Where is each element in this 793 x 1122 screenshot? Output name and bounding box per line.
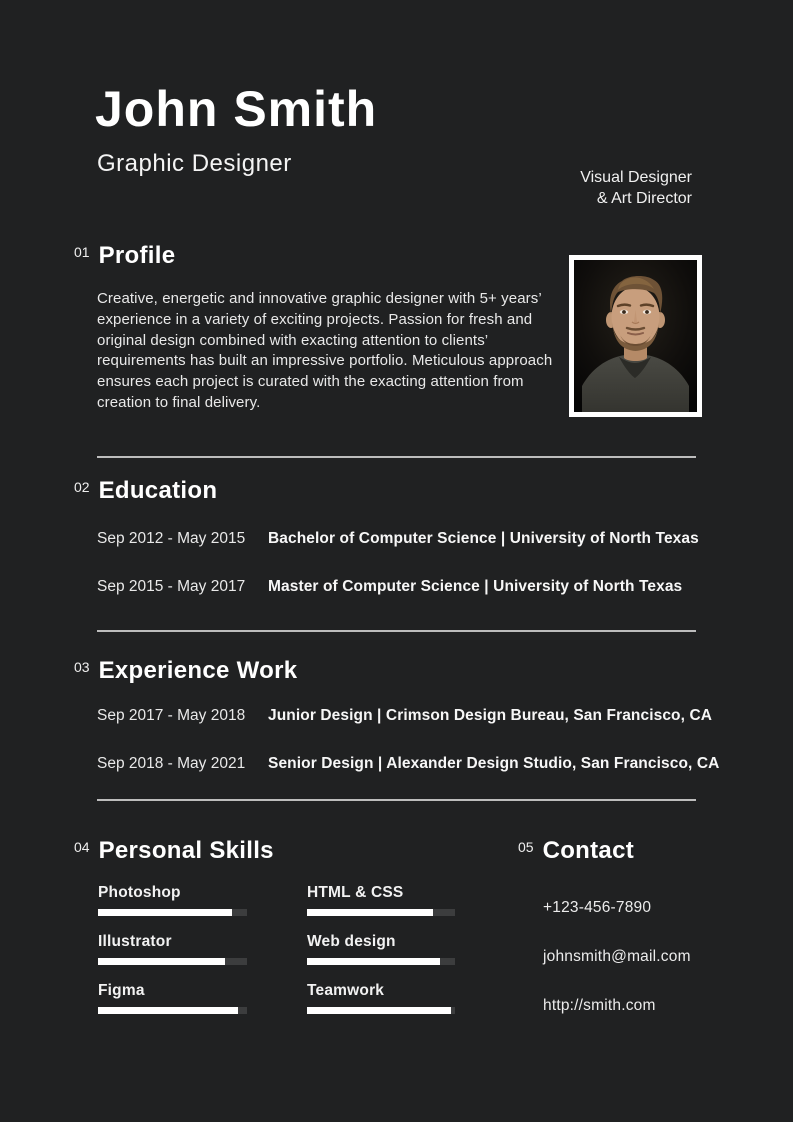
profile-photo — [569, 255, 702, 417]
education-section-heading — [74, 478, 217, 503]
education-dates: Sep 2015 - May 2017 — [97, 578, 246, 595]
divider — [97, 630, 696, 632]
skill-progress-fill — [98, 909, 232, 916]
contact-section-heading — [518, 838, 634, 863]
divider — [97, 799, 696, 801]
education-row — [97, 577, 699, 597]
skill-progress-fill — [98, 958, 225, 965]
page-title: John Smith — [95, 81, 378, 137]
contact-section-number: 05 — [518, 839, 534, 855]
experience-dates: Sep 2018 - May 2021 — [97, 755, 246, 772]
tagline — [580, 167, 692, 209]
skill-label: Teamwork — [307, 982, 385, 999]
experience-detail: Senior Design | Alexander Design Studio, San Francisco, CA — [268, 755, 720, 772]
education-detail: Master of Computer Science | University of North Texas — [268, 578, 683, 595]
experience-section-heading — [74, 658, 297, 683]
experience-section-number: 03 — [74, 659, 90, 675]
skills-section-number: 04 — [74, 839, 90, 855]
education-list — [97, 529, 699, 625]
skill-label: HTML & CSS — [307, 884, 404, 901]
experience-section-title: Experience Work — [98, 657, 298, 684]
skill-progress-fill — [307, 909, 433, 916]
tagline-line2: & Art Director — [596, 190, 692, 207]
skills-section-title: Personal Skills — [98, 837, 274, 864]
skill-progress-track — [307, 1007, 455, 1014]
skill-item — [307, 933, 455, 965]
skill-item — [98, 884, 247, 916]
skill-label: Photoshop — [98, 884, 181, 901]
skill-progress-track — [307, 958, 455, 965]
skill-label: Web design — [307, 933, 396, 950]
education-detail: Bachelor of Computer Science | University of North Texas — [268, 530, 699, 547]
experience-detail: Junior Design | Crimson Design Bureau, San Francisco, CA — [268, 707, 713, 724]
experience-row — [97, 706, 719, 726]
skill-label: Figma — [98, 982, 145, 999]
profile-section-number: 01 — [74, 244, 90, 260]
portrait-illustration — [574, 260, 697, 412]
profile-section-title: Profile — [98, 242, 176, 269]
skill-progress-fill — [307, 1007, 451, 1014]
contact-phone: +123-456-7890 — [543, 899, 652, 916]
contact-email: johnsmith@mail.com — [543, 948, 691, 965]
contact-list — [543, 899, 691, 1046]
skill-item — [98, 933, 247, 965]
experience-list — [97, 706, 719, 802]
skill-progress-track — [98, 1007, 247, 1014]
divider — [97, 456, 696, 458]
skills-section-heading — [74, 838, 274, 863]
skills-grid — [98, 884, 455, 1031]
education-section-title: Education — [98, 477, 218, 504]
skill-progress-fill — [307, 958, 440, 965]
skill-item — [307, 884, 455, 916]
experience-row — [97, 754, 719, 774]
education-row — [97, 529, 699, 549]
contact-website: http://smith.com — [543, 997, 656, 1014]
tagline-line1: Visual Designer — [580, 169, 692, 186]
education-section-number: 02 — [74, 479, 90, 495]
contact-section-title: Contact — [542, 837, 635, 864]
skill-item — [98, 982, 247, 1014]
skill-progress-fill — [98, 1007, 238, 1014]
education-dates: Sep 2012 - May 2015 — [97, 530, 246, 547]
skill-item — [307, 982, 455, 1014]
profile-section-heading — [74, 243, 175, 268]
profile-summary-text: Creative, energetic and innovative graphic designer with 5+ years’ experience in a variety of exciting projects. Passion for fresh and original design combined with exacting attention to clients’ requirements has built an impressive portfolio. Meticulous approach ensures each project is curated with the exacting attention from creation to final delivery. — [97, 290, 553, 411]
experience-dates: Sep 2017 - May 2018 — [97, 707, 246, 724]
skill-progress-track — [307, 909, 455, 916]
skill-label: Illustrator — [98, 933, 172, 950]
skill-progress-track — [98, 909, 247, 916]
job-title: Graphic Designer — [97, 150, 292, 177]
skill-progress-track — [98, 958, 247, 965]
